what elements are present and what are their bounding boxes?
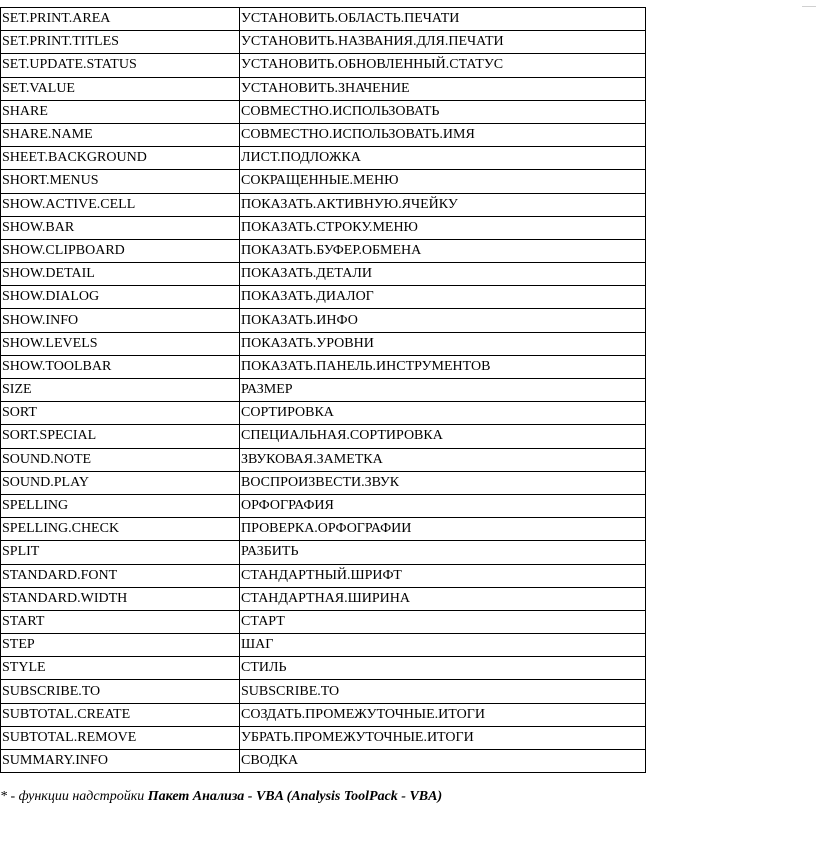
table-row xyxy=(1,564,646,587)
page-top-edge xyxy=(0,0,816,6)
function-name-russian: ПРОВЕРКА.ОРФОГРАФИИ xyxy=(240,518,646,541)
function-name-russian: СВОДКА xyxy=(240,750,646,773)
function-name-russian: ШАГ xyxy=(240,634,646,657)
footnote-addin-name: Пакет Анализа - VBA (Analysis ToolPack - VBA) xyxy=(147,789,443,804)
function-name-english: SHOW.CLIPBOARD xyxy=(1,239,240,262)
function-name-english: SHARE.NAME xyxy=(1,123,240,146)
function-name-russian: СОВМЕСТНО.ИСПОЛЬЗОВАТЬ.ИМЯ xyxy=(240,123,646,146)
table-row xyxy=(1,750,646,773)
table-row xyxy=(1,494,646,517)
function-name-english: SPELLING xyxy=(1,494,240,517)
table-row xyxy=(1,170,646,193)
function-name-english: SHOW.LEVELS xyxy=(1,332,240,355)
function-name-russian: УСТАНОВИТЬ.НАЗВАНИЯ.ДЛЯ.ПЕЧАТИ xyxy=(240,31,646,54)
function-name-russian: РАЗБИТЬ xyxy=(240,541,646,564)
function-name-russian: СОВМЕСТНО.ИСПОЛЬЗОВАТЬ xyxy=(240,100,646,123)
function-name-english: SORT xyxy=(1,402,240,425)
function-name-english: STANDARD.WIDTH xyxy=(1,587,240,610)
footnote xyxy=(0,789,442,805)
table-row xyxy=(1,193,646,216)
function-name-english: STEP xyxy=(1,634,240,657)
function-name-russian: ПОКАЗАТЬ.БУФЕР.ОБМЕНА xyxy=(240,239,646,262)
function-name-russian: ОРФОГРАФИЯ xyxy=(240,494,646,517)
function-name-russian: ПОКАЗАТЬ.ИНФО xyxy=(240,309,646,332)
function-name-english: SHOW.DETAIL xyxy=(1,263,240,286)
function-name-english: SET.VALUE xyxy=(1,77,240,100)
function-name-russian: СОКРАЩЕННЫЕ.МЕНЮ xyxy=(240,170,646,193)
function-name-english: SPLIT xyxy=(1,541,240,564)
function-name-russian: ПОКАЗАТЬ.ДИАЛОГ xyxy=(240,286,646,309)
function-name-russian: ВОСПРОИЗВЕСТИ.ЗВУК xyxy=(240,471,646,494)
function-name-english: SHOW.BAR xyxy=(1,216,240,239)
table-row xyxy=(1,726,646,749)
function-name-english: STYLE xyxy=(1,657,240,680)
table-row xyxy=(1,657,646,680)
function-name-english: SORT.SPECIAL xyxy=(1,425,240,448)
table-row xyxy=(1,123,646,146)
function-name-english: SUBTOTAL.REMOVE xyxy=(1,726,240,749)
footnote-prefix: * - функции надстройки xyxy=(0,789,148,804)
function-name-russian: ПОКАЗАТЬ.ПАНЕЛЬ.ИНСТРУМЕНТОВ xyxy=(240,355,646,378)
table-row xyxy=(1,471,646,494)
function-name-english: SHOW.TOOLBAR xyxy=(1,355,240,378)
table-row xyxy=(1,355,646,378)
table-row xyxy=(1,332,646,355)
table-row xyxy=(1,239,646,262)
function-name-russian: УСТАНОВИТЬ.ОБЛАСТЬ.ПЕЧАТИ xyxy=(240,8,646,31)
function-name-english: SUMMARY.INFO xyxy=(1,750,240,773)
table-row xyxy=(1,518,646,541)
table-row xyxy=(1,309,646,332)
table-row xyxy=(1,216,646,239)
table-row xyxy=(1,54,646,77)
function-names-table-body xyxy=(1,8,646,773)
function-name-english: SPELLING.CHECK xyxy=(1,518,240,541)
function-name-english: SET.UPDATE.STATUS xyxy=(1,54,240,77)
table-row xyxy=(1,286,646,309)
table-row xyxy=(1,100,646,123)
function-name-russian: ПОКАЗАТЬ.СТРОКУ.МЕНЮ xyxy=(240,216,646,239)
function-name-russian: SUBSCRIBE.TO xyxy=(240,680,646,703)
function-name-english: SHOW.INFO xyxy=(1,309,240,332)
function-name-english: SOUND.NOTE xyxy=(1,448,240,471)
function-name-russian: СОРТИРОВКА xyxy=(240,402,646,425)
function-name-russian: ПОКАЗАТЬ.ДЕТАЛИ xyxy=(240,263,646,286)
function-name-russian: УБРАТЬ.ПРОМЕЖУТОЧНЫЕ.ИТОГИ xyxy=(240,726,646,749)
function-name-english: SHOW.DIALOG xyxy=(1,286,240,309)
function-name-english: STANDARD.FONT xyxy=(1,564,240,587)
function-name-english: SHARE xyxy=(1,100,240,123)
function-name-russian: УСТАНОВИТЬ.ЗНАЧЕНИЕ xyxy=(240,77,646,100)
function-name-english: SHOW.ACTIVE.CELL xyxy=(1,193,240,216)
table-row xyxy=(1,634,646,657)
function-names-table xyxy=(0,7,646,773)
table-row xyxy=(1,31,646,54)
function-name-russian: РАЗМЕР xyxy=(240,379,646,402)
table-row xyxy=(1,587,646,610)
function-name-english: SHORT.MENUS xyxy=(1,170,240,193)
table-row xyxy=(1,610,646,633)
table-row xyxy=(1,263,646,286)
function-name-russian: СПЕЦИАЛЬНАЯ.СОРТИРОВКА xyxy=(240,425,646,448)
function-name-russian: ПОКАЗАТЬ.УРОВНИ xyxy=(240,332,646,355)
table-row xyxy=(1,703,646,726)
function-name-russian: СОЗДАТЬ.ПРОМЕЖУТОЧНЫЕ.ИТОГИ xyxy=(240,703,646,726)
function-name-english: SUBSCRIBE.TO xyxy=(1,680,240,703)
function-name-russian: СТАРТ xyxy=(240,610,646,633)
function-name-english: SIZE xyxy=(1,379,240,402)
function-name-russian: СТАНДАРТНАЯ.ШИРИНА xyxy=(240,587,646,610)
page-corner-mark xyxy=(802,0,816,7)
function-name-russian: УСТАНОВИТЬ.ОБНОВЛЕННЫЙ.СТАТУС xyxy=(240,54,646,77)
function-name-english: SOUND.PLAY xyxy=(1,471,240,494)
table-row xyxy=(1,680,646,703)
function-name-russian: ЛИСТ.ПОДЛОЖКА xyxy=(240,147,646,170)
function-name-english: START xyxy=(1,610,240,633)
table-row xyxy=(1,425,646,448)
function-name-russian: СТАНДАРТНЫЙ.ШРИФТ xyxy=(240,564,646,587)
function-name-english: SET.PRINT.TITLES xyxy=(1,31,240,54)
table-row xyxy=(1,402,646,425)
function-name-russian: ПОКАЗАТЬ.АКТИВНУЮ.ЯЧЕЙКУ xyxy=(240,193,646,216)
table-row xyxy=(1,541,646,564)
table-row xyxy=(1,8,646,31)
function-name-english: SET.PRINT.AREA xyxy=(1,8,240,31)
function-name-russian: ЗВУКОВАЯ.ЗАМЕТКА xyxy=(240,448,646,471)
function-name-russian: СТИЛЬ xyxy=(240,657,646,680)
table-row xyxy=(1,379,646,402)
table-row xyxy=(1,147,646,170)
function-name-english: SHEET.BACKGROUND xyxy=(1,147,240,170)
function-name-english: SUBTOTAL.CREATE xyxy=(1,703,240,726)
table-row xyxy=(1,77,646,100)
table-row xyxy=(1,448,646,471)
